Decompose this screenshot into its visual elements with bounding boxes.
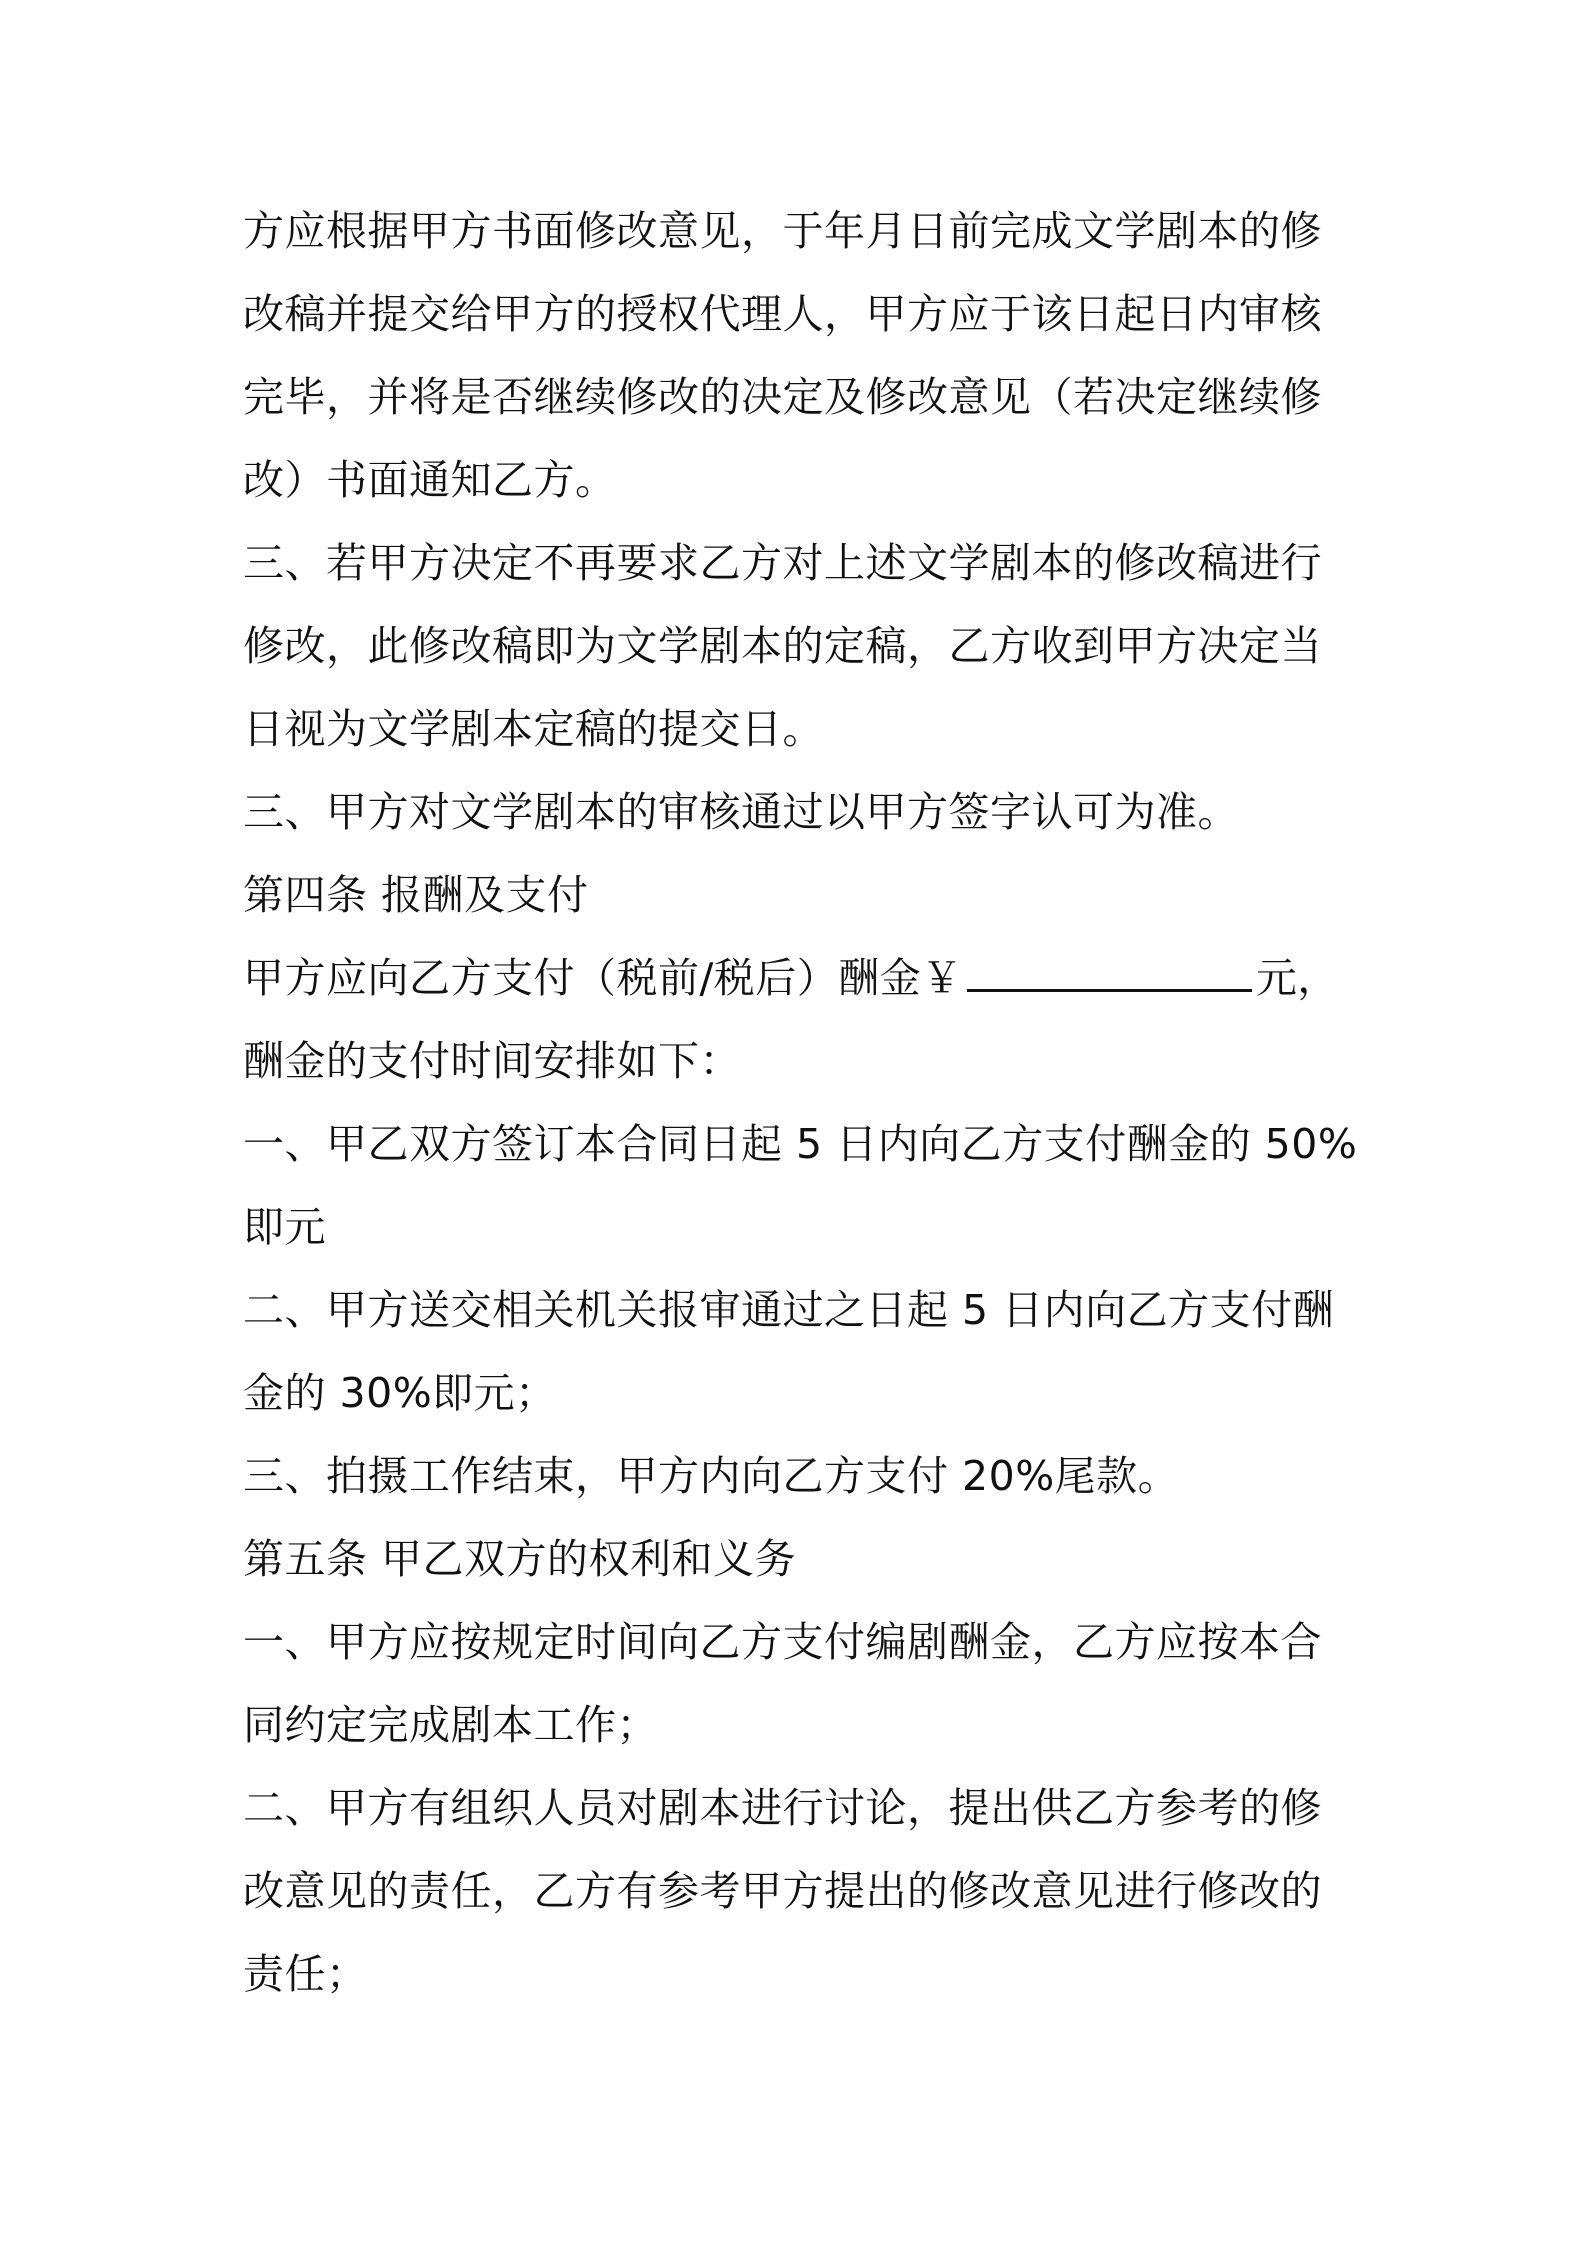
article-5-heading: 第五条 甲乙双方的权利和义务 — [243, 1535, 797, 1583]
text-line-15: 金的 30%即元； — [243, 1369, 557, 1417]
remuneration-prefix: 甲方应向乙方支付（税前/税后）酬金￥ — [243, 954, 963, 1002]
remuneration-line — [243, 937, 1353, 1020]
text-line-6: 修改，此修改稿即为文学剧本的定稿，乙方收到甲方决定当 — [243, 622, 1322, 670]
remuneration-suffix: 元， — [1255, 954, 1339, 1002]
text-line-16: 三、拍摄工作结束，甲方内向乙方支付 20%尾款。 — [243, 1452, 1180, 1500]
amount-blank — [967, 957, 1252, 992]
text-line-14: 二、甲方送交相关机关报审通过之日起 5 日内向乙方支付酬 — [243, 1286, 1335, 1334]
text-line-12: 一、甲乙双方签订本合同日起 5 日内向乙方支付酬金的 50% — [243, 1120, 1358, 1168]
text-line-5: 三、若甲方决定不再要求乙方对上述文学剧本的修改稿进行 — [243, 539, 1322, 587]
text-line-2: 改稿并提交给甲方的授权代理人，甲方应于该日起日内审核 — [243, 290, 1322, 338]
text-line-19: 同约定完成剧本工作； — [243, 1701, 658, 1749]
document-page — [243, 190, 1358, 2016]
text-line-13: 即元 — [243, 1203, 326, 1251]
article-4-heading: 第四条 报酬及支付 — [243, 871, 589, 919]
text-line-7: 日视为文学剧本定稿的提交日。 — [243, 705, 824, 753]
text-line-8: 三、甲方对文学剧本的审核通过以甲方签字认可为准。 — [243, 788, 1239, 836]
text-line-11: 酬金的支付时间安排如下： — [243, 1037, 741, 1085]
text-line-1: 方应根据甲方书面修改意见，于年月日前完成文学剧本的修 — [243, 207, 1322, 255]
text-line-22: 责任； — [243, 1950, 368, 1998]
text-line-20: 二、甲方有组织人员对剧本进行讨论，提出供乙方参考的修 — [243, 1784, 1322, 1832]
text-line-3: 完毕，并将是否继续修改的决定及修改意见（若决定继续修 — [243, 373, 1322, 421]
text-line-21: 改意见的责任，乙方有参考甲方提出的修改意见进行修改的 — [243, 1867, 1322, 1915]
text-line-4: 改）书面通知乙方。 — [243, 456, 617, 504]
text-line-18: 一、甲方应按规定时间向乙方支付编剧酬金，乙方应按本合 — [243, 1618, 1322, 1666]
